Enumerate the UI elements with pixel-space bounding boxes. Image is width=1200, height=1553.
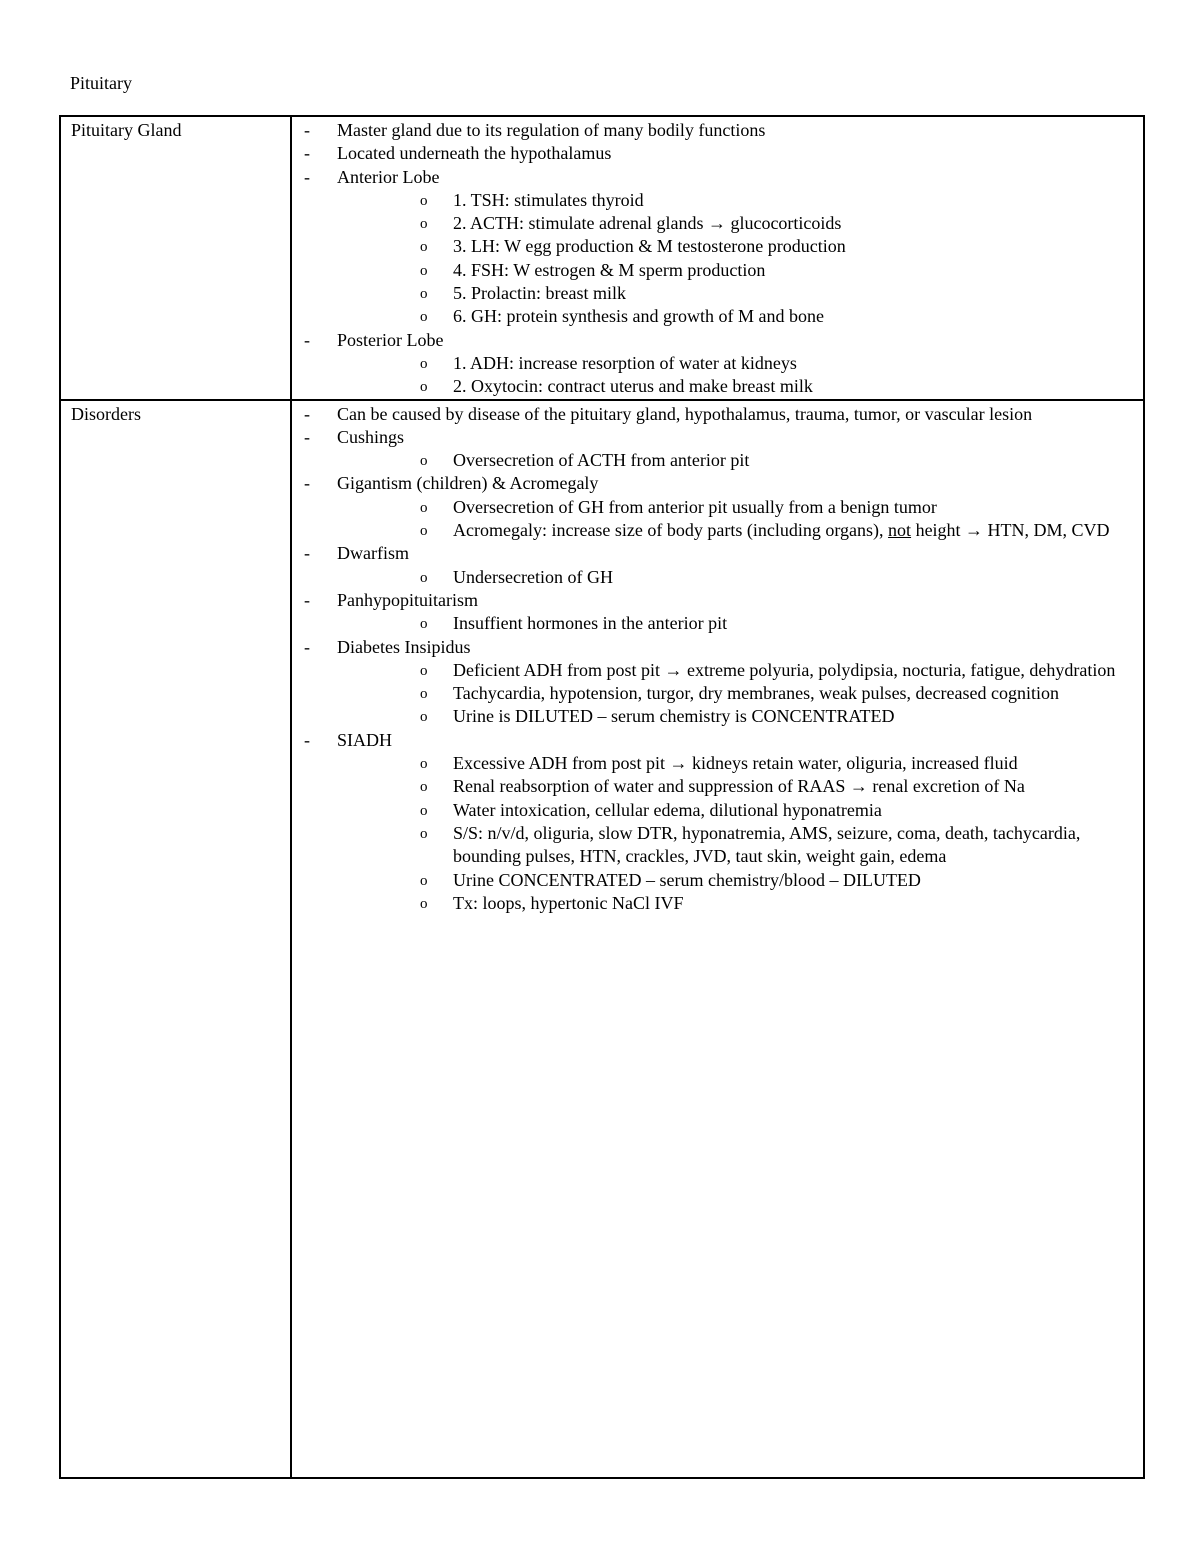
list-item-text: SIADH [337,729,393,750]
sub-list-item: o 5. Prolactin: breast milk [337,282,1137,305]
list-item-text: Master gland due to its regulation of many bodily functions [337,120,766,140]
list-item-text: Cushings [337,426,405,447]
sub-list-item: o 1. TSH: stimulates thyroid [337,189,1137,212]
list-item [292,403,1137,426]
table-row [60,116,1144,400]
list-item-text: Diabetes Insipidus [337,636,471,657]
list-item [292,542,1137,589]
sub-list-item: o Excessive ADH from post pit → kidneys retain water, oliguria, increased fluid [337,752,1137,775]
sub-list-item: o Undersecretion of GH [337,566,1137,589]
sub-list-item: o Tachycardia, hypotension, turgor, dry membranes, weak pulses, decreased cognition [337,682,1137,705]
sub-list-item: o 1. ADH: increase resorption of water at kidneys [337,352,1137,375]
list-item [292,426,1137,473]
list-item-text: Can be caused by disease of the pituitary gland, hypothalamus, trauma, tumor, or vascular lesion [337,403,1033,424]
list-item-text: Dwarfism [337,543,409,564]
row-content [291,400,1144,1478]
sub-list [337,612,1137,635]
sub-list-item: o Urine CONCENTRATED – serum chemistry/blood – DILUTED [337,869,1137,892]
sub-list-item: o Water intoxication, cellular edema, dilutional hyponatremia [337,799,1137,822]
list-item-text: Panhypopituitarism [337,589,478,610]
sub-list-item: o 6. GH: protein synthesis and growth of M and bone [337,305,1137,328]
sub-list-item: o Deficient ADH from post pit → extreme polyuria, polydipsia, nocturia, fatigue, dehydration [337,659,1137,682]
sub-list-item: o 2. Oxytocin: contract uterus and make breast milk [337,375,1137,398]
sub-list [337,352,1137,399]
list-item-text: Gigantism (children) & Acromegaly [337,473,599,494]
sub-list-item: o Oversecretion of ACTH from anterior pit [337,449,1137,472]
sub-list [337,496,1137,543]
sub-list-item: o S/S: n/v/d, oliguria, slow DTR, hyponatremia, AMS, seizure, coma, death, tachycardia, bounding pulses, HTN, crackles, JVD, taut skin, weight gain, edema [337,822,1137,869]
list-item [292,119,1137,142]
sub-list [337,566,1137,589]
sub-list-item: o Tx: loops, hypertonic NaCl IVF [337,892,1137,915]
list-item [292,636,1137,729]
sub-list-item: o Oversecretion of GH from anterior pit usually from a benign tumor [337,496,1137,519]
list-item [292,472,1137,542]
sub-list-item [337,519,1137,542]
list-item-text: Posterior Lobe [337,329,444,350]
sub-list-item: o Urine is DILUTED – serum chemistry is CONCENTRATED [337,705,1137,728]
list-item [292,589,1137,636]
list-item [292,166,1137,329]
sub-list [337,449,1137,472]
list-item [292,329,1137,399]
list-item [292,729,1137,915]
sub-list-item: o 4. FSH: W estrogen & M sperm production [337,259,1137,282]
sub-list [337,659,1137,729]
row-label: Pituitary Gland [60,116,291,400]
sub-list-item: o 3. LH: W egg production & M testosterone production [337,235,1137,258]
list-item [292,142,1137,165]
sub-item-text: height → HTN, DM, CVD [911,520,1110,541]
sub-list-item: o 2. ACTH: stimulate adrenal glands → glucocorticoids [337,212,1137,235]
sub-list-item: o Insuffient hormones in the anterior pit [337,612,1137,635]
notes-table [59,115,1145,1479]
bullet-list [292,117,1137,399]
sub-list [337,189,1137,329]
sub-list [337,752,1137,915]
bullet-list [292,401,1137,916]
list-item-text: Anterior Lobe [337,166,440,187]
underlined-word: not [888,520,912,541]
table-row [60,400,1144,1478]
list-item-text: Located underneath the hypothalamus [337,143,612,164]
sub-list-item: o Renal reabsorption of water and suppression of RAAS → renal excretion of Na [337,775,1137,798]
page-title: Pituitary [70,73,132,93]
row-label: Disorders [60,400,291,1478]
row-content [291,116,1144,400]
sub-item-text: Acromegaly: increase size of body parts (including organs), [453,520,889,541]
